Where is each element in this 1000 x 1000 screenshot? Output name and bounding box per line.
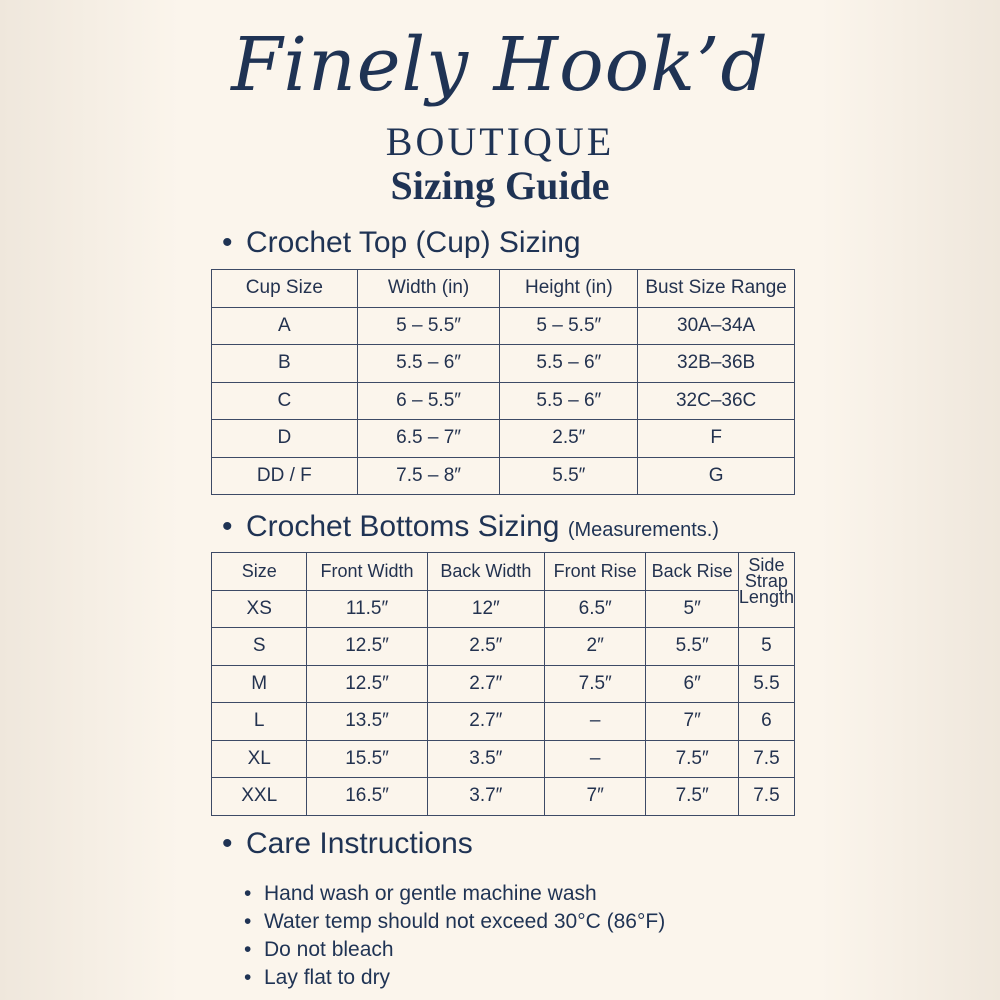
bullet-icon: •: [222, 510, 233, 543]
bullet-icon: •: [244, 938, 252, 961]
table-cell: 11.5″: [307, 590, 427, 628]
table-row: [212, 703, 795, 741]
care-instructions-list: [244, 880, 665, 992]
side-header-line: Length: [738, 587, 794, 607]
table-cell: 2.7″: [427, 665, 544, 703]
table-row: [212, 665, 795, 703]
table-cell: 5″: [646, 590, 738, 628]
table-row: [212, 457, 795, 495]
top-section-title-text: Crochet Top (Cup) Sizing: [246, 226, 581, 259]
table-cell: 12″: [427, 590, 544, 628]
bottom-section-title-text: Crochet Bottoms Sizing: [246, 510, 560, 543]
table-row: [212, 420, 795, 458]
table-cell: 7.5″: [646, 778, 738, 816]
bullet-icon: •: [222, 226, 233, 259]
table-header-cell: Size: [212, 553, 307, 591]
table-cell: G: [638, 457, 795, 495]
table-row: [212, 740, 795, 778]
table-cell: 2.5″: [427, 628, 544, 666]
care-section-title-text: Care Instructions: [246, 827, 473, 860]
table-cell: 5 – 5.5″: [500, 307, 638, 345]
table-cell: 7.5″: [646, 740, 738, 778]
table-cell: A: [212, 307, 358, 345]
table-cell: 2″: [544, 628, 645, 666]
brand-subtitle: BOUTIQUE: [385, 119, 615, 164]
table-cell: 7.5: [738, 740, 794, 778]
table-cell: 5.5″: [500, 457, 638, 495]
side-strap-length-header: [738, 553, 794, 628]
table-cell: 6 – 5.5″: [357, 382, 500, 420]
table-row: [212, 382, 795, 420]
brand-name: Finely Hook’d: [231, 22, 769, 108]
table-cell: M: [212, 665, 307, 703]
table-cell: 16.5″: [307, 778, 427, 816]
table-cell: 7.5: [738, 778, 794, 816]
bottoms-sizing-table: [211, 552, 795, 816]
table-cell: 32C–36C: [638, 382, 795, 420]
table-cell: 5 – 5.5″: [357, 307, 500, 345]
table-cell: –: [544, 703, 645, 741]
table-cell: 5.5″: [646, 628, 738, 666]
table-header-cell: Cup Size: [212, 270, 358, 308]
side-header-line: Strap: [744, 571, 788, 591]
table-cell: 12.5″: [307, 628, 427, 666]
table-cell: 15.5″: [307, 740, 427, 778]
cup-sizing-table: [211, 269, 795, 495]
care-item-text: Lay flat to dry: [264, 966, 391, 989]
table-cell: 32B–36B: [638, 345, 795, 383]
table-cell: 2.7″: [427, 703, 544, 741]
table-row: [212, 307, 795, 345]
table-cell: XXL: [212, 778, 307, 816]
bottom-section-note: (Measurements.): [567, 519, 719, 541]
bullet-icon: •: [244, 966, 252, 989]
top-section-title: [222, 226, 581, 260]
table-cell: DD / F: [212, 457, 358, 495]
table-cell: 13.5″: [307, 703, 427, 741]
table-cell: 12.5″: [307, 665, 427, 703]
table-cell: 7″: [646, 703, 738, 741]
table-cell: 6.5 – 7″: [357, 420, 500, 458]
bottom-section-title: [222, 510, 719, 544]
table-header-cell: Back Width: [427, 553, 544, 591]
table-cell: F: [638, 420, 795, 458]
table-cell: 6: [738, 703, 794, 741]
table-cell: 7″: [544, 778, 645, 816]
side-header-line: Side: [748, 555, 785, 575]
table-cell: L: [212, 703, 307, 741]
table-header-cell: Back Rise: [646, 553, 738, 591]
care-item-text: Do not bleach: [264, 938, 394, 961]
table-cell: 7.5″: [544, 665, 645, 703]
table-cell: C: [212, 382, 358, 420]
table-cell: 5.5: [738, 665, 794, 703]
table-row: [212, 628, 795, 666]
table-header-cell: Bust Size Range: [638, 270, 795, 308]
table-header-cell: Width (in): [357, 270, 500, 308]
care-item-text: Hand wash or gentle machine wash: [264, 882, 597, 905]
table-cell: XL: [212, 740, 307, 778]
table-cell: 6.5″: [544, 590, 645, 628]
list-item: [244, 880, 665, 908]
bullet-icon: •: [244, 882, 252, 905]
table-cell: S: [212, 628, 307, 666]
table-header-cell: Front Rise: [544, 553, 645, 591]
table-cell: 5.5 – 6″: [357, 345, 500, 383]
table-cell: 5.5 – 6″: [500, 345, 638, 383]
table-cell: 30A–34A: [638, 307, 795, 345]
care-section-title: [222, 827, 473, 861]
table-cell: 3.7″: [427, 778, 544, 816]
list-item: [244, 936, 665, 964]
care-item-text: Water temp should not exceed 30°C (86°F): [264, 910, 666, 933]
table-cell: 3.5″: [427, 740, 544, 778]
table-row: [212, 778, 795, 816]
table-row: [212, 345, 795, 383]
list-item: [244, 908, 665, 936]
bullet-icon: •: [222, 827, 233, 860]
table-row: [212, 590, 795, 628]
table-cell: XS: [212, 590, 307, 628]
page-title: Sizing Guide: [390, 163, 610, 208]
table-header-cell: Height (in): [500, 270, 638, 308]
table-header-row: [212, 270, 795, 308]
table-cell: 5.5 – 6″: [500, 382, 638, 420]
table-cell: B: [212, 345, 358, 383]
table-cell: 7.5 – 8″: [357, 457, 500, 495]
table-header-cell: Front Width: [307, 553, 427, 591]
table-cell: 2.5″: [500, 420, 638, 458]
bullet-icon: •: [244, 910, 252, 933]
table-cell: 5: [738, 628, 794, 666]
list-item: [244, 964, 665, 992]
table-cell: 6″: [646, 665, 738, 703]
table-cell: D: [212, 420, 358, 458]
table-header-row: [212, 553, 795, 591]
table-cell: –: [544, 740, 645, 778]
